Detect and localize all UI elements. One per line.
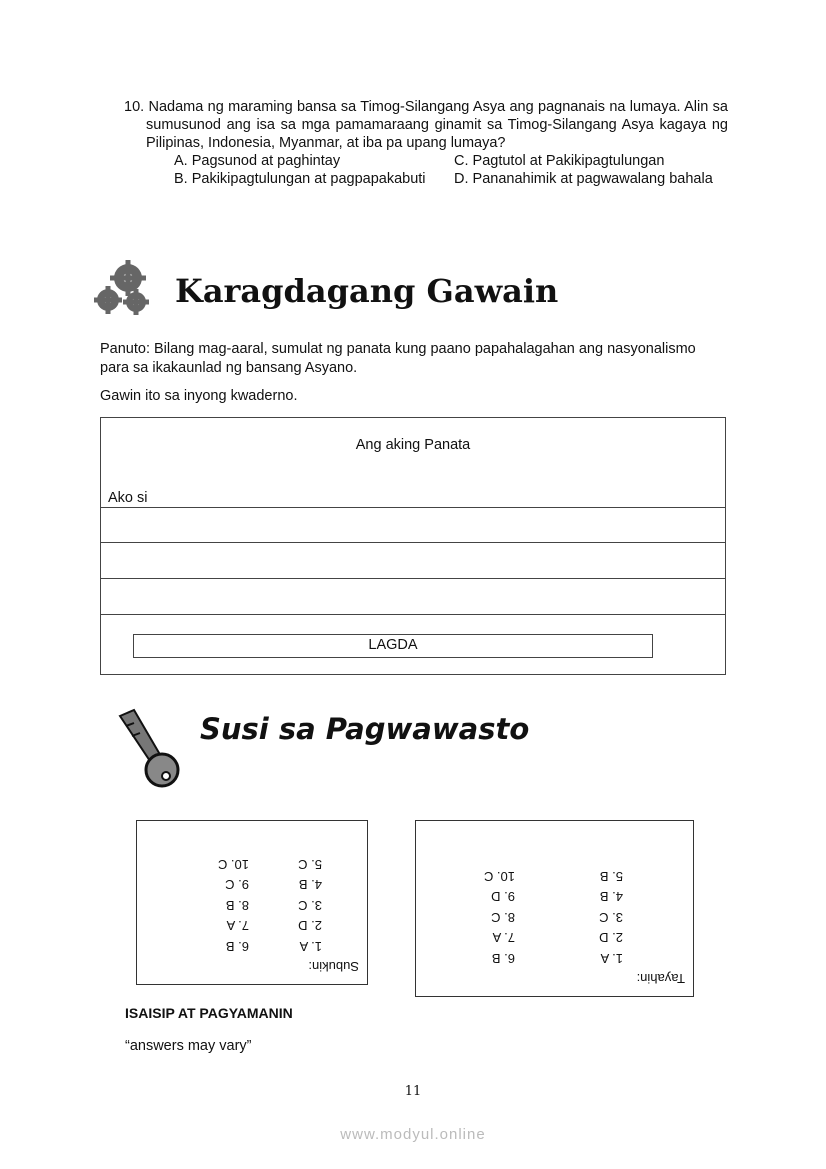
option-a: A. Pagsunod at paghintay bbox=[174, 153, 341, 169]
option-d: D. Pananahimik at pagwawalang bahala bbox=[454, 171, 713, 187]
note: Gawin ito sa inyong kwaderno. bbox=[100, 388, 298, 404]
answer-item: 7. A bbox=[226, 918, 249, 934]
answer-column bbox=[599, 866, 623, 969]
answer-item: 5. B bbox=[599, 869, 623, 884]
answer-item: 3. C bbox=[298, 898, 322, 913]
question-stem: 10. Nadama ng maraming bansa sa Timog-Silangang Asya ang pagnanais na lumaya. Alin sa sumusunod ang isa sa mga pamamaraang ginamit sa Timog-Silangang Asya kagaya ng Pilipinas, Indonesia, Myanmar, at iba pa upang lumaya? bbox=[124, 99, 728, 151]
answer-item: 2. D bbox=[599, 930, 623, 946]
answer-key-label: Tayahin: bbox=[636, 971, 685, 986]
answer-item: 4. B bbox=[298, 877, 322, 893]
answer-item: 6. B bbox=[491, 951, 515, 966]
answer-item: 1. A bbox=[299, 939, 322, 954]
writing-line bbox=[101, 507, 725, 508]
answer-column bbox=[218, 854, 249, 957]
signature-field: LAGDA bbox=[133, 634, 653, 658]
answer-item: 8. B bbox=[225, 898, 249, 913]
answer-item: 3. C bbox=[599, 910, 623, 925]
watermark: www.modyul.online bbox=[340, 1126, 486, 1143]
page-number: 11 bbox=[404, 1084, 422, 1099]
answer-item: 4. B bbox=[599, 889, 623, 905]
writing-line bbox=[101, 578, 725, 579]
section-title-karagdagang-gawain: Karagdagang Gawain bbox=[175, 272, 559, 310]
instructions: Panuto: Bilang mag-aaral, sumulat ng panata kung paano papahalagahan ang nasyonalismo para sa ikakaunlad ng bansang Asyano. bbox=[100, 341, 696, 376]
option-c: C. Pagtutol at Pakikipagtulungan bbox=[454, 153, 665, 169]
ako-si-label: Ako si bbox=[108, 490, 148, 506]
question-options bbox=[174, 152, 728, 188]
answer-item: 9. D bbox=[491, 889, 515, 905]
answer-item: 5. C bbox=[298, 857, 322, 872]
key-icon bbox=[112, 708, 182, 792]
panata-title: Ang aking Panata bbox=[355, 437, 471, 453]
option-b: B. Pakikipagtulungan at pagpapakabuti bbox=[174, 171, 426, 187]
answer-item: 2. D bbox=[298, 918, 322, 934]
answer-item: 6. B bbox=[225, 939, 249, 954]
answer-key-subukin bbox=[136, 820, 368, 985]
panata-box bbox=[100, 417, 726, 675]
answer-item: 8. C bbox=[491, 910, 515, 925]
isaisip-heading: ISAISIP AT PAGYAMANIN bbox=[125, 1005, 293, 1021]
writing-line bbox=[101, 614, 725, 615]
answer-key-label: Subukin: bbox=[308, 959, 359, 974]
section-title-susi: Susi sa Pagwawasto bbox=[200, 712, 530, 746]
question-10 bbox=[124, 98, 728, 188]
answer-column bbox=[484, 866, 515, 969]
answer-item: 9. C bbox=[225, 877, 249, 893]
writing-line bbox=[101, 542, 725, 543]
isaisip-text: “answers may vary” bbox=[125, 1038, 252, 1054]
answer-item: 10. C bbox=[217, 857, 249, 872]
gears-icon bbox=[94, 258, 154, 320]
answer-column bbox=[298, 854, 322, 957]
answer-item: 7. A bbox=[492, 930, 515, 946]
answer-item: 10. C bbox=[483, 869, 515, 884]
answer-key-tayahin bbox=[415, 820, 694, 997]
answer-item: 1. A bbox=[600, 951, 623, 966]
